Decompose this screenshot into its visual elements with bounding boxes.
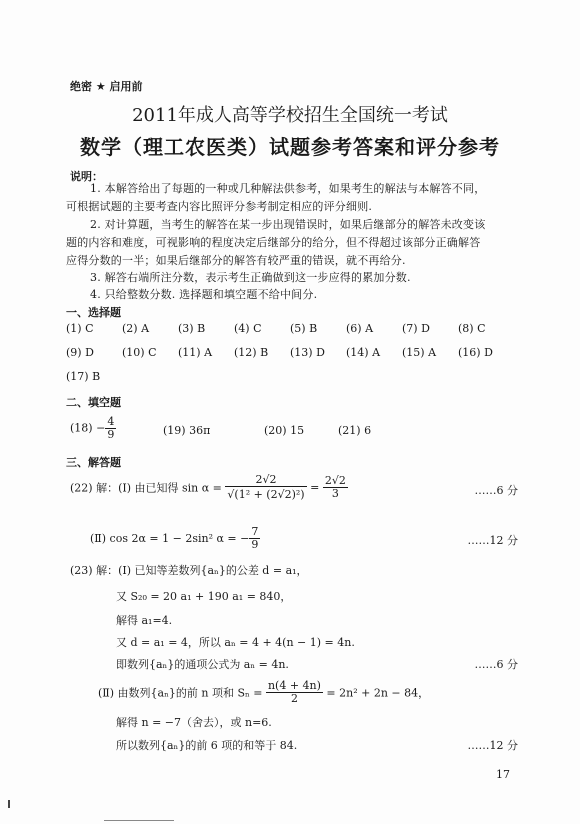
- q23-line-8: 所以数列{aₙ}的前 6 项的和等于 84.: [116, 739, 298, 752]
- note-line-1: 1. 本解答给出了每题的一种或几种解法供参考，如果考生的解法与本解答不同，: [90, 182, 486, 195]
- choice-answer: (14) A: [346, 346, 381, 359]
- note-line-3: 2. 对计算题，当考生的解答在某一步出现错误时，如果后继部分的解答未改变该: [90, 218, 486, 231]
- fraction: $\frac{2√2}{3}$: [324, 474, 346, 500]
- choice-answer: (15) A: [402, 346, 437, 359]
- section-fill-heading: 二、填空题: [66, 396, 121, 409]
- choice-answer: (1) C: [66, 322, 94, 335]
- fill-answer-20: (20) 15: [264, 424, 305, 437]
- q23-score-2: ……12 分: [467, 739, 518, 752]
- section-solution-heading: 三、解答题: [66, 456, 121, 469]
- fill-answer-19: (19) 36π: [163, 424, 211, 437]
- q23-part2-line: (Ⅱ) 由数列{aₙ}的前 n 项和 Sₙ = $\frac{n(4 + 4n)}{2}$ = 2n² + 2n − 84，: [98, 679, 430, 705]
- q23-line-1: (23) 解：(Ⅰ) 已知等差数列{aₙ}的公差 d = a₁，: [70, 564, 308, 577]
- choice-answer: (10) C: [122, 346, 157, 359]
- choice-answer: (9) D: [66, 346, 94, 359]
- page-number: 17: [496, 768, 510, 781]
- q22-score-1: ……6 分: [474, 484, 518, 497]
- note-line-5: 应得分数的一半；如果后继部分的解答有较严重的错误，就不再给分.: [66, 254, 406, 267]
- note-line-7: 4. 只给整数分数. 选择题和填空题不给中间分.: [90, 288, 318, 301]
- fraction: $\frac{2√2}{\text{√(1² + (2√2)²)}}$: [227, 473, 305, 501]
- choice-answer: (16) D: [458, 346, 493, 359]
- notes-heading: 说明：: [70, 170, 103, 183]
- choice-answer: (13) D: [290, 346, 325, 359]
- q23-line-7: 解得 n = −7（舍去），或 n=6.: [116, 716, 272, 729]
- fraction: $\frac{n(4 + 4n)}{2}$: [267, 679, 321, 705]
- document-subtitle: 数学（理工农医类）试题参考答案和评分参考: [80, 135, 500, 159]
- scan-speck: [8, 800, 10, 808]
- q22-part2: (Ⅱ) cos 2α = 1 − 2sin² α = − $\frac{7}{9}$: [90, 525, 259, 551]
- choice-answer: (2) A: [122, 322, 150, 335]
- q23-line-4: 又 d = a₁ = 4，所以 aₙ = 4 + 4(n − 1) = 4n.: [116, 636, 355, 649]
- q23-line-3: 解得 a₁=4.: [116, 614, 173, 627]
- choice-answer: (7) D: [402, 322, 430, 335]
- choice-answers-row-3: [66, 370, 122, 383]
- choice-answer: (6) A: [346, 322, 374, 335]
- fraction: $\frac{4}{9}$: [107, 415, 115, 441]
- q23-line-5: 即数列{aₙ}的通项公式为 aₙ = 4n.: [116, 658, 289, 671]
- q22-part1: (22) 解：(Ⅰ) 由已知得 sin α = $\frac{2√2}{\text{√(1² + (2√2)²)}}$ = $\frac{2√2}{3}$: [70, 473, 346, 501]
- q23-score-1: ……6 分: [474, 658, 518, 671]
- exam-title: 2011年成人高等学校招生全国统一考试: [132, 105, 448, 126]
- choice-answers-row-2: [66, 346, 514, 359]
- choice-answer: (3) B: [178, 322, 206, 335]
- choice-answer: (4) C: [234, 322, 262, 335]
- choice-answer: (11) A: [178, 346, 213, 359]
- fill-answer-18: (18) − $\frac{4}{9}$: [70, 415, 115, 441]
- choice-answers-row-1: [66, 322, 514, 335]
- note-line-4: 题的内容和难度，可视影响的程度决定后继部分的给分，但不得超过该部分正确解答: [66, 236, 481, 249]
- note-line-2: 可根据试题的主要考查内容比照评分参考制定相应的评分细则.: [66, 200, 373, 213]
- choice-answer: (8) C: [458, 322, 486, 335]
- scan-line: [104, 820, 174, 821]
- section-choice-heading: 一、选择题: [66, 306, 121, 319]
- q22-score-2: ……12 分: [467, 534, 518, 547]
- fraction: $\frac{7}{9}$: [251, 525, 259, 551]
- fill-answer-21: (21) 6: [338, 424, 372, 437]
- confidential-notice: 绝密 ★ 启用前: [70, 80, 143, 93]
- note-line-6: 3. 解答右端所注分数，表示考生正确做到这一步应得的累加分数.: [90, 271, 411, 284]
- choice-answer: (5) B: [290, 322, 318, 335]
- q23-line-2: 又 S₂₀ = 20 a₁ + 190 a₁ = 840，: [116, 590, 292, 603]
- choice-answer: (12) B: [234, 346, 269, 359]
- choice-answer: (17) B: [66, 370, 101, 383]
